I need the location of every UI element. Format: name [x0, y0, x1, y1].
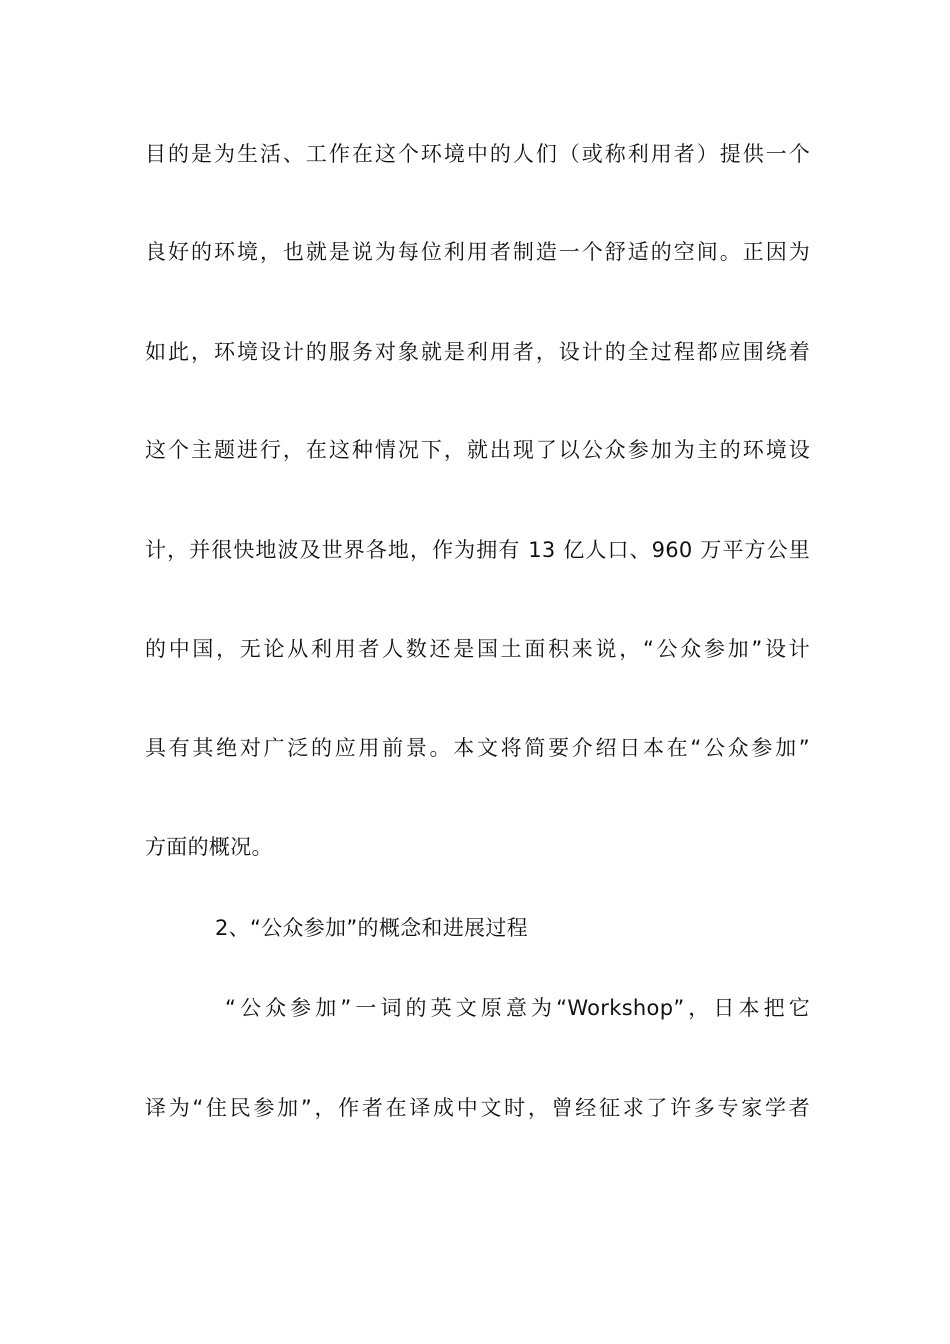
paragraph-line: 方面的概况。 [145, 835, 273, 859]
paragraph-line: 计，并很快地波及世界各地，作为拥有 13 亿人口、960 万平方公里 [145, 538, 810, 562]
paragraph-line: 目的是为生活、工作在这个环境中的人们（或称利用者）提供一个 [145, 142, 810, 166]
paragraph-line: 如此，环境设计的服务对象就是利用者，设计的全过程都应围绕着 [145, 340, 810, 364]
paragraph-line: 译为“住民参加”，作者在译成中文时，曾经征求了许多专家学者 [145, 1096, 810, 1120]
paragraph-line: 良好的环境，也就是说为每位利用者制造一个舒适的空间。正因为 [145, 240, 810, 264]
paragraph-line: 这个主题进行，在这种情况下，就出现了以公众参加为主的环境设 [145, 438, 810, 462]
paragraph-line: 的中国，无论从利用者人数还是国土面积来说，“公众参加”设计 [145, 637, 810, 661]
paragraph-line: 具有其绝对广泛的应用前景。本文将简要介绍日本在“公众参加” [145, 736, 810, 760]
section-heading: 2、“公众参加”的概念和进展过程 [215, 916, 528, 940]
paragraph-line: “公众参加”一词的英文原意为“Workshop”，日本把它 [225, 996, 810, 1020]
